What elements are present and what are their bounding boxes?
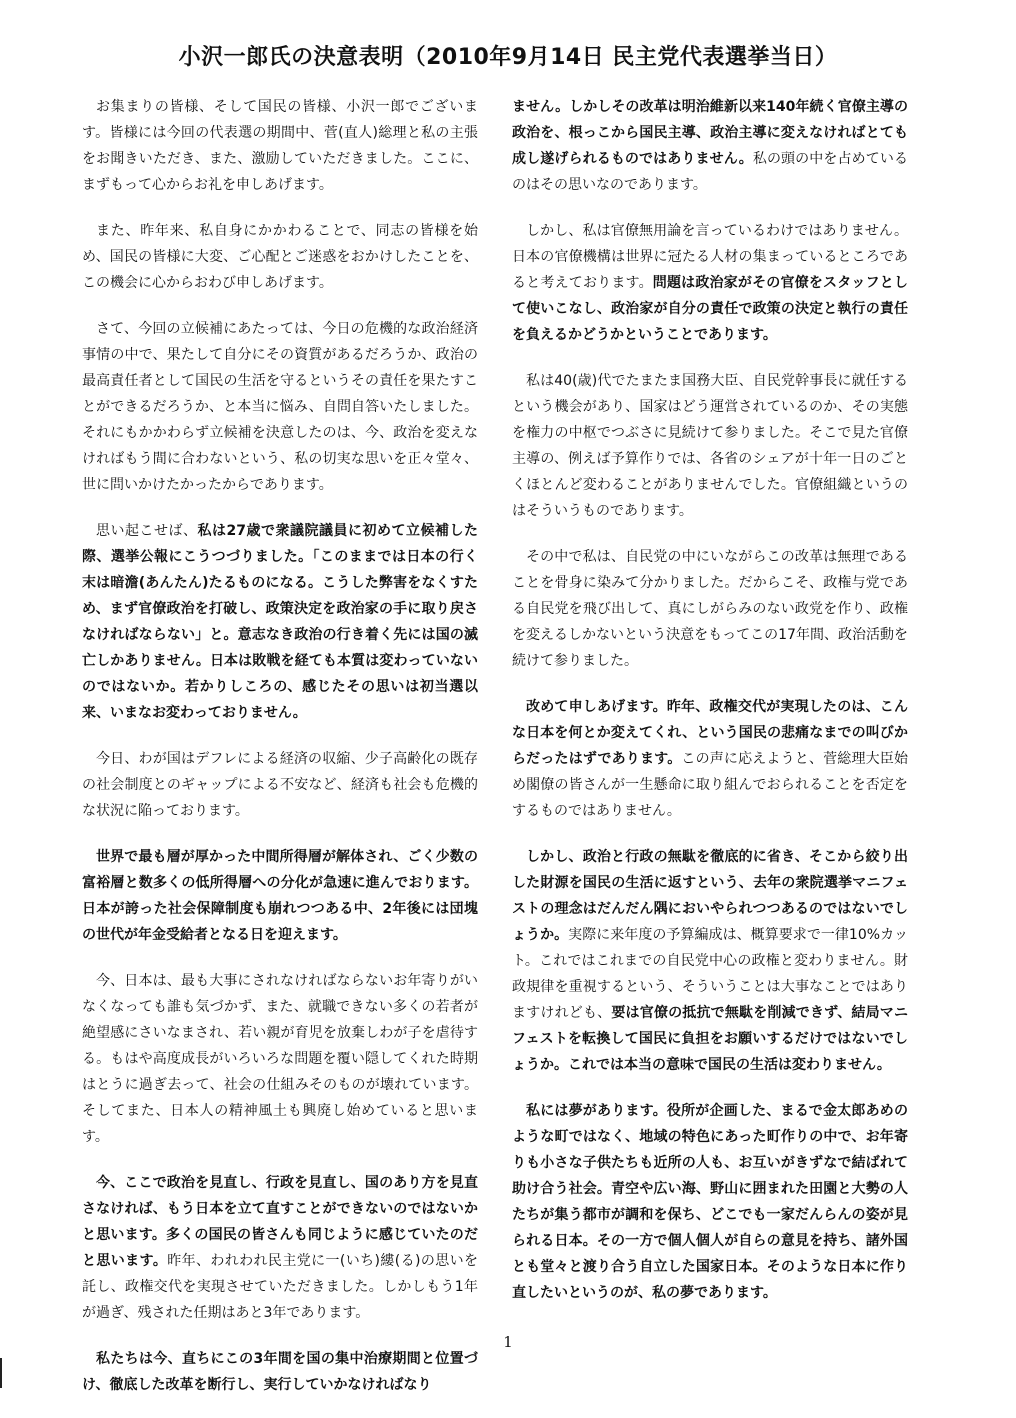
bold-text-segment: 私には夢があります。役所が企画した、まるで金太郎あめのような町ではなく、地域の特色にあった町作りの中で、お年寄りも小さな子供たちも近所の人も、お互いがきずなで結ばれて助け合う社会。青空や広い海、野山に囲まれた田園と大勢の人たちが集う都市が調和を保ち、どこでも一家だんらんの姿が見られる日本。その一方で個人個人が自らの意見を持ち、諸外国とも堂々と渡り合う自立した国家日本。そのような日本に作り直したいというのが、私の夢であります。 <box>512 1103 908 1301</box>
paragraph <box>82 94 478 198</box>
paragraph <box>512 94 908 198</box>
paragraph <box>512 844 908 1078</box>
paragraph <box>82 1346 478 1398</box>
paragraph <box>512 368 908 524</box>
paragraph <box>82 844 478 948</box>
right-column <box>512 94 908 1326</box>
paragraph <box>82 968 478 1150</box>
left-column <box>82 94 478 1418</box>
text-segment: また、昨年来、私自身にかかわることで、同志の皆様を始め、国民の皆様に大変、ご心配とご迷惑をおかけしたことを、この機会に心からおわび申しあげます。 <box>82 223 478 291</box>
page-number: 1 <box>503 1333 513 1351</box>
text-segment: その中で私は、自民党の中にいながらこの改革は無理であることを骨身に染みて分かりました。だからこそ、政権与党である自民党を飛び出して、真にしがらみのない政党を作り、政権を変えるしかないという決意をもってこの17年間、政治活動を続けて参りました。 <box>512 549 908 669</box>
bold-text-segment: 今、ここで政治を見直し、行政を見直し、国のあり方を見直さなければ、もう日本を立て直すことができないのではないかと思います。多くの国民の皆さんも同じように感じていたのだと思います。 <box>82 1175 478 1269</box>
document-title: 小沢一郎氏の決意表明（2010年9月14日 民主党代表選挙当日） <box>178 45 838 70</box>
text-segment: この声に応えようと、菅総理大臣始め閣僚の皆さんが一生懸命に取り組んでおられることを否定をするものではありません。 <box>512 751 908 819</box>
paragraph <box>512 218 908 348</box>
bold-text-segment: 改めて申しあげます。昨年、政権交代が実現したのは、こんな日本を何とか変えてくれ、という国民の悲痛なまでの叫びからだったはずであります。 <box>512 699 908 767</box>
paragraph <box>82 218 478 296</box>
text-segment: 今、日本は、最も大事にされなければならないお年寄りがいなくなっても誰も気づかず、また、就職できない多くの若者が絶望感にさいなまされ、若い親が育児を放棄しわが子を虐待する。もはや高度成長がいろいろな問題を覆い隠してくれた時期はとうに過ぎ去って、社会の仕組みそのものが壊れています。そしてまた、日本人の精神風土も興廃し始めていると思います。 <box>82 973 478 1145</box>
text-segment: 実際に来年度の予算編成は、概算要求で一律10%カット。これではこれまでの自民党中心の政権と変わりません。財政規律を重視するという、そういうことは大事なことではありますけれども、 <box>512 927 908 1021</box>
bold-text-segment: 世界で最も層が厚かった中間所得層が解体され、ごく少数の富裕層と数多くの低所得層への分化が急速に進んでおります。日本が誇った社会保障制度も崩れつつある中、2年後には団塊の世代が年金受給者となる日を迎えます。 <box>82 849 478 943</box>
text-segment: さて、今回の立候補にあたっては、今日の危機的な政治経済事情の中で、果たして自分にその資質があるだろうか、政治の最高責任者として国民の生活を守るというその責任を果たすことができるだろうか、と本当に悩み、自問自答いたしました。それにもかかわらず立候補を決意したのは、今、政治を変えなければもう間に合わないという、私の切実な思いを正々堂々、世に問いかけたかったからであります。 <box>82 321 478 493</box>
paragraph <box>82 518 478 726</box>
paragraph <box>82 316 478 498</box>
text-segment: 思い起こせば、 <box>96 523 198 539</box>
text-segment: 私の頭の中を占めているのはその思いなのであります。 <box>512 151 908 193</box>
text-segment: 今日、わが国はデフレによる経済の収縮、少子高齢化の既存の社会制度とのギャップによる不安など、経済も社会も危機的な状況に陥っております。 <box>82 751 478 819</box>
bold-text-segment: 問題は政治家がその官僚をスタッフとして使いこなし、政治家が自分の責任で政策の決定と執行の責任を負えるかどうかということであります。 <box>512 275 908 343</box>
scan-edge-mark <box>0 1358 2 1388</box>
bold-text-segment: しかし、政治と行政の無駄を徹底的に省き、そこから絞り出した財源を国民の生活に返すという、去年の衆院選挙マニフェストの理念はだんだん隅においやられつつあるのではないでしょうか。 <box>512 849 908 943</box>
paragraph <box>512 544 908 674</box>
paragraph <box>512 1098 908 1306</box>
text-segment: お集まりの皆様、そして国民の皆様、小沢一郎でございます。皆様には今回の代表選の期間中、菅(直人)総理と私の主張をお聞きいただき、また、激励していただきました。ここに、まずもって心からお礼を申しあげます。 <box>82 99 478 193</box>
bold-text-segment: 私は27歳で衆議院議員に初めて立候補した際、選挙公報にこうつづりました。「このままでは日本の行く末は暗澹(あんたん)たるものになる。こうした弊害をなくすため、まず官僚政治を打破し、政策決定を政治家の手に取り戻さなければならない」と。意志なき政治の行き着く先には国の滅亡しかありません。日本は敗戦を経ても本質は変わっていないのではないか。若かりしころの、感じたその思いは初当選以来、いまなお変わっておりません。 <box>82 523 479 721</box>
paragraph <box>512 694 908 824</box>
bold-text-segment: 私たちは今、直ちにこの3年間を国の集中治療期間と位置づけ、徹底した改革を断行し、実行していかなければなり <box>82 1351 478 1393</box>
paragraph <box>82 1170 478 1326</box>
text-segment: 昨年、われわれ民主党に一(いち)縷(る)の思いを託し、政権交代を実現させていただきました。しかしもう1年が過ぎ、残された任期はあと3年であります。 <box>82 1253 478 1321</box>
text-segment: しかし、私は官僚無用論を言っているわけではありません。日本の官僚機構は世界に冠たる人材の集まっているところであると考えております。 <box>512 223 908 291</box>
bold-text-segment: ません。しかしその改革は明治維新以来140年続く官僚主導の政治を、根っこから国民主導、政治主導に変えなければとても成し遂げられるものではありません。 <box>512 99 908 167</box>
paragraph <box>82 746 478 824</box>
text-segment: 私は40(歳)代でたまたま国務大臣、自民党幹事長に就任するという機会があり、国家はどう運営されているのか、その実態を権力の中枢でつぶさに見続けて参りました。そこで見た官僚主導の、例えば予算作りでは、各省のシェアが十年一日のごとくほとんど変わることがありませんでした。官僚組織というのはそういうものであります。 <box>512 373 908 519</box>
bold-text-segment: 要は官僚の抵抗で無駄を削減できず、結局マニフェストを転換して国民に負担をお願いするだけではないでしょうか。これでは本当の意味で国民の生活は変わりません。 <box>512 1005 908 1073</box>
